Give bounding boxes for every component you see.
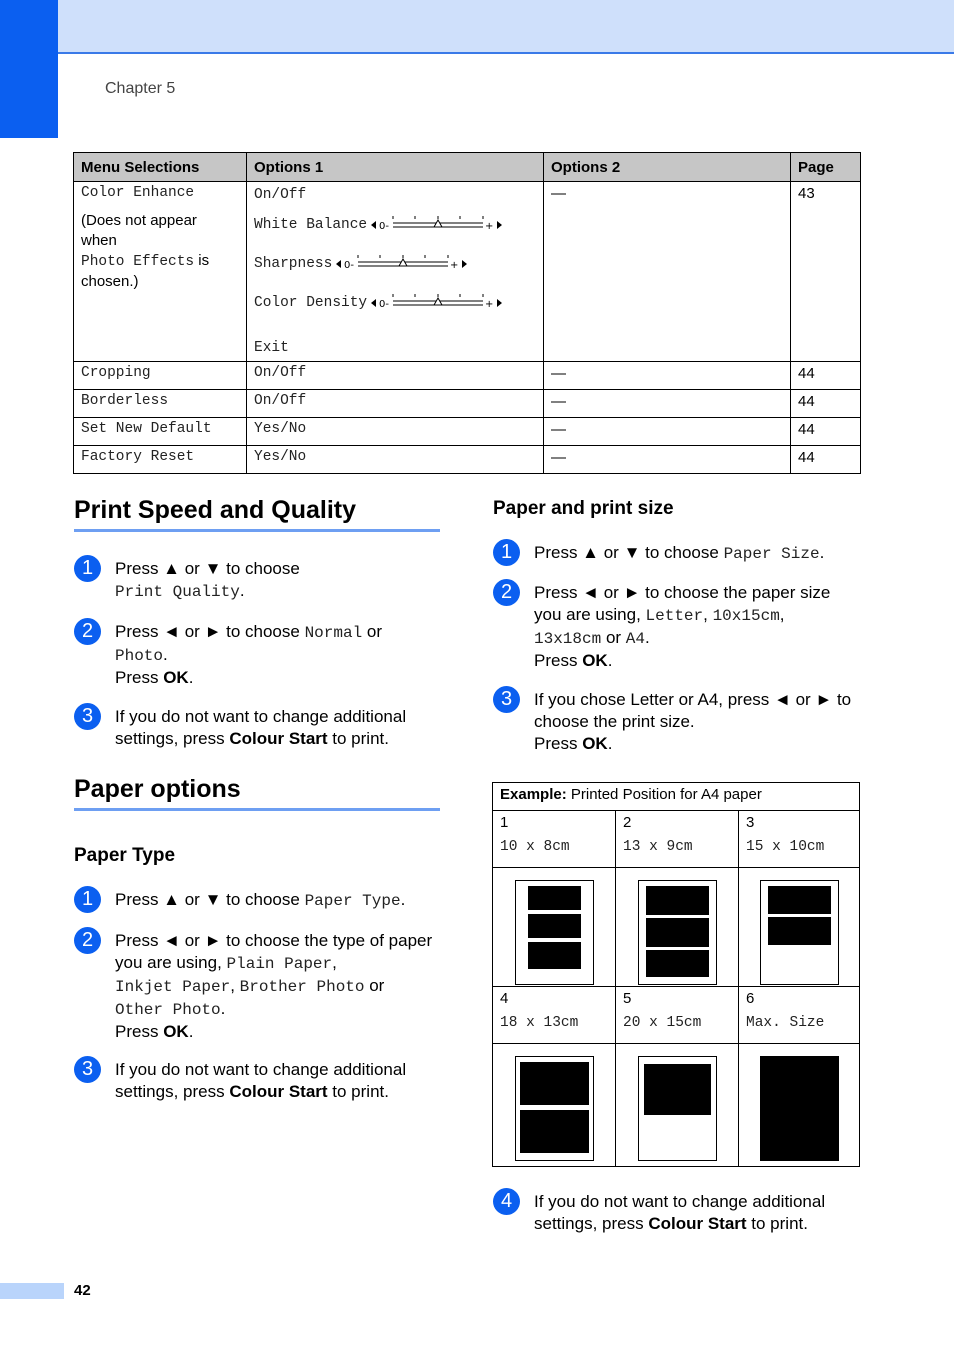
paper-sheet-icon [638,1056,717,1161]
options1-cell: On/Off [247,362,544,390]
layout-preview [493,1044,616,1167]
section-title-paper-options: Paper options [74,775,440,811]
table-row [74,390,861,418]
options2-cell: — [544,362,791,390]
option-line: Color Density 0- + [254,283,536,322]
paper-sheet-icon [515,880,594,985]
svg-text:0-: 0- [344,259,355,271]
size-cell: 4 18 x 13cm [493,987,616,1044]
step-item: 2 Press ◄ or ► to choose the type of paper you are using, Plain Paper, Inkjet Paper, Brother Photo or Other Photo. Press OK. [115,930,455,1043]
menu-cell: Factory Reset [74,446,247,474]
step-number: 3 [74,703,101,730]
svg-text:0-: 0- [379,220,390,232]
size-cell: 2 13 x 9cm [616,811,739,868]
svg-text:+: + [485,298,494,310]
page-cell: 44 [791,390,861,418]
chapter-tab [0,0,58,138]
size-cell: 6 Max. Size [739,987,860,1044]
step-item: 1 Press ▲ or ▼ to choose Print Quality. [115,558,455,603]
footer-band [0,1283,64,1299]
table-row [74,182,861,362]
options1-cell: On/Off [247,390,544,418]
step-number: 3 [493,686,520,713]
step-number: 3 [74,1056,101,1083]
table-row [74,418,861,446]
step-item: 2 Press ◄ or ► to choose the paper size you are using, Letter, 10x15cm, 13x18cm or A4. Press OK. [534,582,854,672]
col-header: Options 1 [247,153,544,182]
menu-name: Color Enhance [81,185,195,201]
step-number: 2 [493,579,520,606]
step-number: 1 [493,539,520,566]
options1-cell [247,182,544,362]
col-header: Menu Selections [74,153,247,182]
menu-cell: Borderless [74,390,247,418]
step-item: 3 If you do not want to change additional settings, press Colour Start to print. [115,706,455,750]
paper-sheet-icon [515,1056,594,1161]
size-cell: 3 15 x 10cm [739,811,860,868]
page-number: 42 [74,1282,91,1299]
menu-cell: Cropping [74,362,247,390]
options2-cell: — [544,390,791,418]
step-item: 2 Press ◄ or ► to choose Normal or Photo. Press OK. [115,621,455,689]
options1-cell: Yes/No [247,418,544,446]
page-cell: 44 [791,362,861,390]
layout-preview [616,868,739,987]
layout-preview [739,1044,860,1167]
step-item: 4 If you do not want to change additional settings, press Colour Start to print. [534,1191,874,1235]
layout-preview [493,868,616,987]
section-title-print-quality: Print Speed and Quality [74,496,440,532]
paper-sheet-icon [760,880,839,985]
svg-text:+: + [485,220,494,232]
print-position-table [492,782,860,1167]
subsection-title-paper-type: Paper Type [74,845,176,866]
options1-cell: Yes/No [247,446,544,474]
table-row [74,446,861,474]
menu-cell [74,182,247,362]
step-number: 2 [74,618,101,645]
header-band [0,0,954,54]
svg-text:0-: 0- [379,298,390,310]
subsection-title-paper-size: Paper and print size [493,498,674,519]
paper-sheet-icon [760,1056,839,1161]
step-number: 1 [74,555,101,582]
step-number: 4 [493,1188,520,1215]
options2-cell: — [544,446,791,474]
step-number: 2 [74,927,101,954]
slider-scale-icon [336,254,468,274]
layout-preview [739,868,860,987]
example-header: Example: Printed Position for A4 paper [493,783,860,811]
svg-text:+: + [450,259,459,271]
page-cell: 44 [791,418,861,446]
slider-scale-icon [371,215,503,235]
table-row [74,362,861,390]
option-line: On/Off [254,187,307,203]
menu-cell: Set New Default [74,418,247,446]
col-header: Page [791,153,861,182]
chapter-label: Chapter 5 [105,80,176,97]
col-header: Options 2 [544,153,791,182]
menu-table [73,152,861,474]
size-cell: 1 10 x 8cm [493,811,616,868]
options2-cell: — [544,182,791,362]
step-item: 3 If you chose Letter or A4, press ◄ or ► to choose the print size. Press OK. [534,689,864,755]
page-cell: 44 [791,446,861,474]
layout-preview [616,1044,739,1167]
step-number: 1 [74,886,101,913]
size-cell: 5 20 x 15cm [616,987,739,1044]
menu-note: (Does not appear when Photo Effects is chosen.) [81,212,210,290]
option-line: White Balance 0- + [254,205,536,244]
page-cell: 43 [791,182,861,362]
paper-sheet-icon [638,880,717,985]
slider-scale-icon [371,293,503,313]
option-line: Exit [254,340,289,356]
option-line: Sharpness 0- + [254,244,536,283]
step-item: 3 If you do not want to change additional settings, press Colour Start to print. [115,1059,455,1103]
options2-cell: — [544,418,791,446]
table-header-row [74,153,861,182]
step-item: 1 Press ▲ or ▼ to choose Paper Type. [115,889,455,912]
step-item: 1 Press ▲ or ▼ to choose Paper Size. [534,542,874,565]
